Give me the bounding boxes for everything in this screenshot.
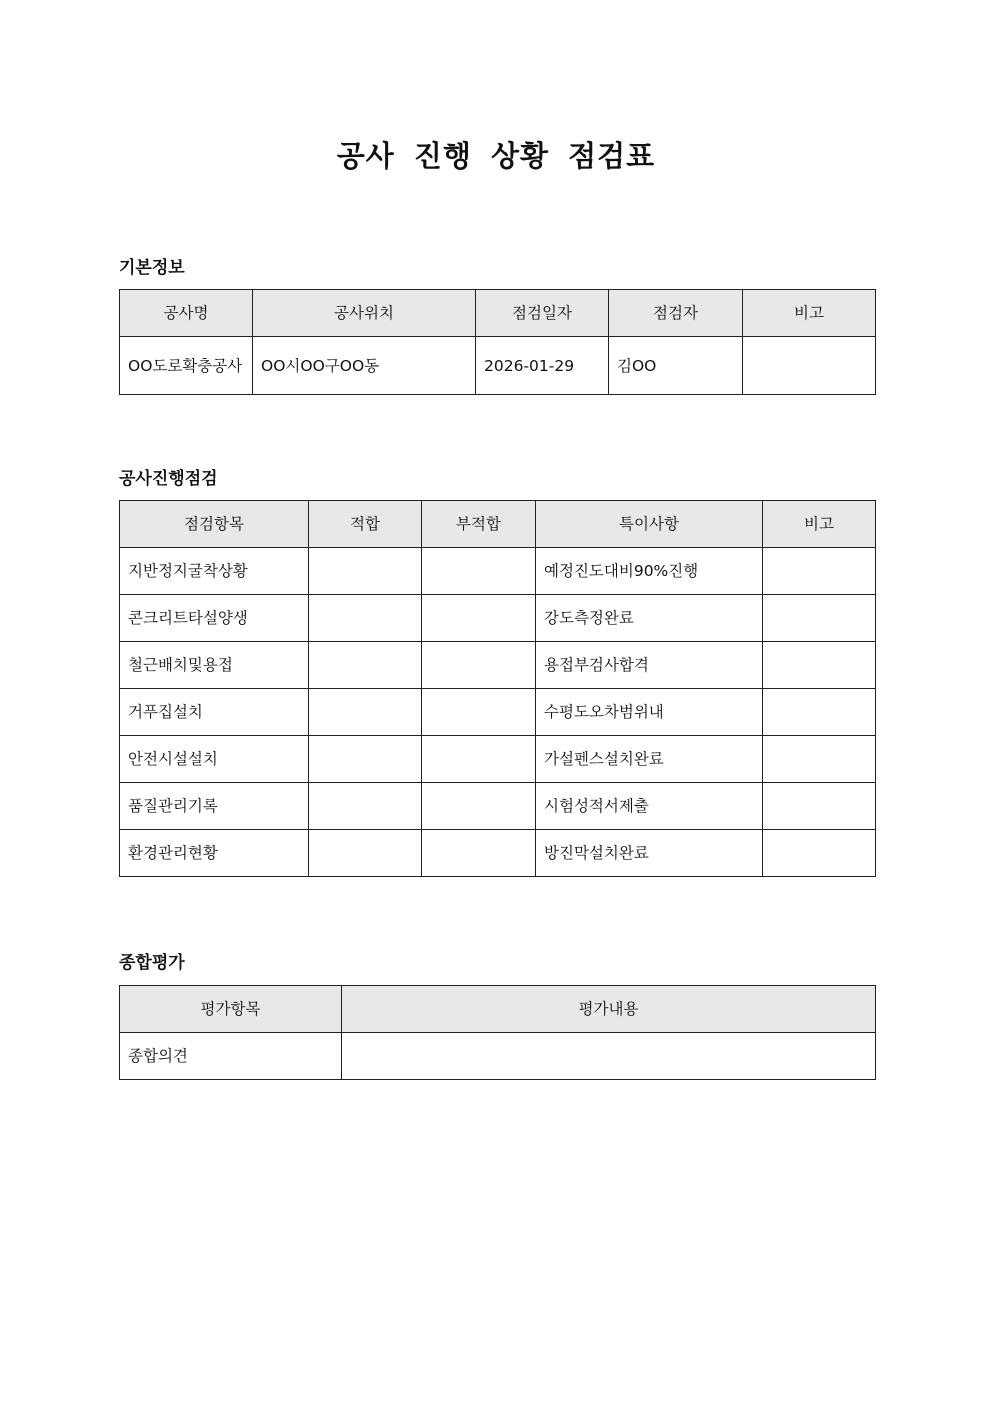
check-item-cell: 품질관리기록 [120,783,309,830]
overall-evaluation-table [119,985,876,1080]
notes-cell: 가설펜스설치완료 [536,736,763,783]
column-header-inspector: 점검자 [609,290,743,337]
basic-info-heading: 기본정보 [119,258,185,278]
table-row [120,689,876,736]
column-header-fail: 부적합 [422,501,536,548]
evaluation-item-cell: 종합의견 [120,1033,342,1080]
column-header-pass: 적합 [309,501,422,548]
fail-cell [422,642,536,689]
column-header-remarks: 비고 [743,290,876,337]
progress-check-heading: 공사진행점검 [119,469,218,489]
pass-cell [309,783,422,830]
overall-evaluation-heading: 종합평가 [119,953,185,973]
notes-cell: 예정진도대비90%진행 [536,548,763,595]
table-row [120,736,876,783]
notes-cell: 시험성적서제출 [536,783,763,830]
fail-cell [422,783,536,830]
notes-cell: 수평도오차범위내 [536,689,763,736]
inspection-date-cell: 2026-01-29 [476,337,609,395]
check-item-cell: 콘크리트타설양생 [120,595,309,642]
column-header-project-location: 공사위치 [253,290,476,337]
pass-cell [309,689,422,736]
evaluation-content-cell [342,1033,876,1080]
table-header-row [120,290,876,337]
remarks-cell [763,736,876,783]
table-header-row [120,501,876,548]
check-item-cell: 안전시설설치 [120,736,309,783]
check-item-cell: 거푸집설치 [120,689,309,736]
column-header-evaluation-item: 평가항목 [120,986,342,1033]
table-row [120,783,876,830]
pass-cell [309,830,422,877]
check-item-cell: 지반정지굴착상황 [120,548,309,595]
check-item-cell: 철근배치및용접 [120,642,309,689]
notes-cell: 방진막설치완료 [536,830,763,877]
check-item-cell: 환경관리현황 [120,830,309,877]
fail-cell [422,830,536,877]
notes-cell: 강도측정완료 [536,595,763,642]
pass-cell [309,736,422,783]
pass-cell [309,642,422,689]
column-header-notes: 특이사항 [536,501,763,548]
notes-cell: 용접부검사합격 [536,642,763,689]
table-row [120,595,876,642]
table-row [120,548,876,595]
remarks-cell [763,642,876,689]
pass-cell [309,548,422,595]
remarks-cell [763,783,876,830]
fail-cell [422,548,536,595]
project-name-cell: OO도로확충공사 [120,337,253,395]
remarks-cell [763,830,876,877]
column-header-evaluation-content: 평가내용 [342,986,876,1033]
table-row [120,1033,876,1080]
remarks-cell [763,689,876,736]
table-row [120,642,876,689]
remarks-cell [743,337,876,395]
column-header-remarks: 비고 [763,501,876,548]
remarks-cell [763,595,876,642]
column-header-project-name: 공사명 [120,290,253,337]
basic-info-table [119,289,876,395]
page-title: 공사 진행 상황 점검표 [336,139,656,173]
fail-cell [422,689,536,736]
table-header-row [120,986,876,1033]
project-location-cell: OO시OO구OO동 [253,337,476,395]
progress-check-table [119,500,876,877]
pass-cell [309,595,422,642]
column-header-inspection-date: 점검일자 [476,290,609,337]
fail-cell [422,595,536,642]
table-row [120,337,876,395]
remarks-cell [763,548,876,595]
column-header-check-item: 점검항목 [120,501,309,548]
fail-cell [422,736,536,783]
inspector-cell: 김OO [609,337,743,395]
table-row [120,830,876,877]
